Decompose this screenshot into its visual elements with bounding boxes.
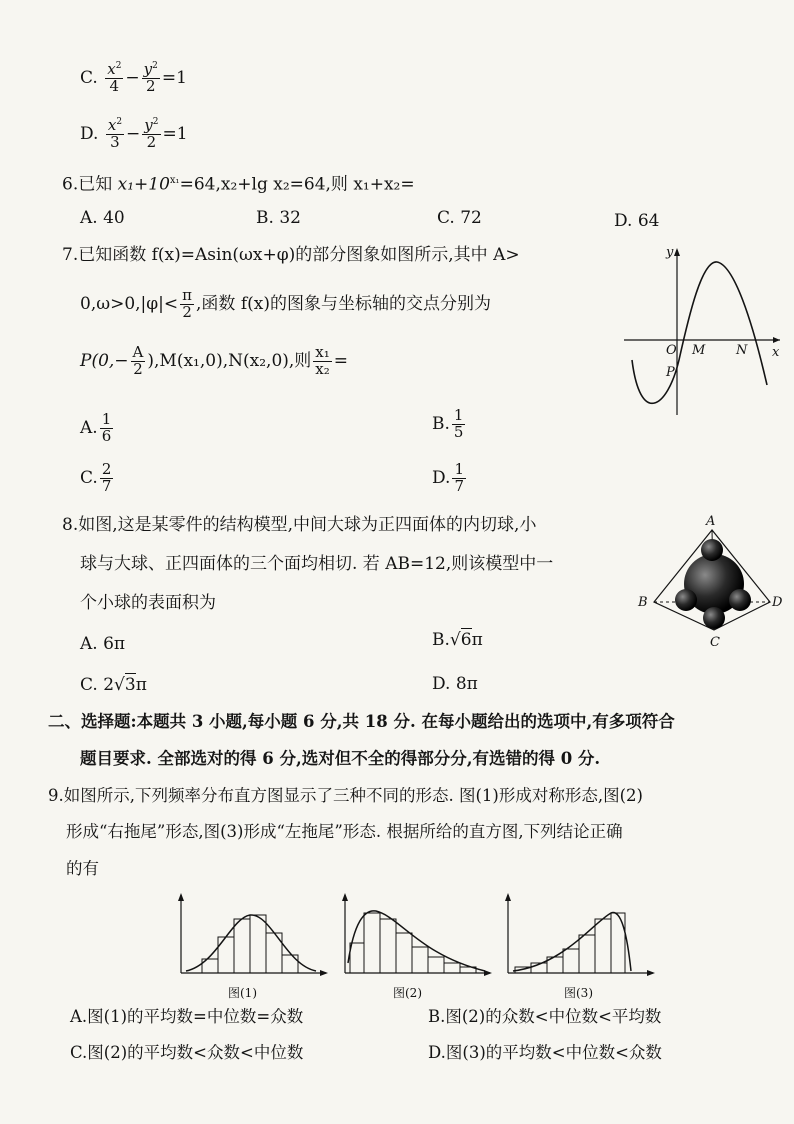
q7-sine-graph bbox=[622, 240, 787, 420]
hist2-bar bbox=[396, 933, 412, 973]
hist1-bar bbox=[250, 915, 266, 973]
small-ball-right bbox=[729, 589, 751, 611]
hist1-bar bbox=[218, 937, 234, 973]
q9-option-b[interactable]: B.图(2)的众数<中位数<平均数 bbox=[428, 1007, 662, 1026]
q8-option-d[interactable]: D. 8π bbox=[432, 674, 478, 694]
q7-option-b[interactable]: B. $\frac{1}{5}$ bbox=[432, 406, 464, 441]
section2-line1: 二、选择题:本题共 3 小题,每小题 6 分,共 18 分. 在每小题给出的选项中,有多项符合 bbox=[48, 712, 675, 731]
q9-option-d[interactable]: D.图(3)的平均数<中位数<众数 bbox=[428, 1043, 662, 1062]
small-ball-left bbox=[675, 589, 697, 611]
q8-option-b[interactable]: B.√6π bbox=[432, 630, 483, 650]
x-axis-arrow bbox=[773, 337, 780, 343]
q9-line2: 形成“右拖尾”形态,图(3)形成“左拖尾”形态. 根据所给的直方图,下列结论正确 bbox=[66, 822, 623, 841]
q9-line3: 的有 bbox=[66, 859, 99, 878]
fraction: $\frac{x^2}{4}$ bbox=[107, 60, 122, 95]
q6-stem: 6.已知 $x_1+10^{x_1}=64,x_2+\lg$ x₂=64,则 x₁+x₂= bbox=[62, 174, 415, 195]
label-n: N bbox=[736, 343, 748, 358]
label-p: P bbox=[666, 365, 675, 380]
section2-line2: 题目要求. 全部选对的得 6 分,选对但不全的得部分分,有选错的得 0 分. bbox=[80, 749, 601, 768]
label-m: M bbox=[692, 343, 706, 358]
hist1-bar bbox=[234, 919, 250, 973]
q6-option-d[interactable]: D. 64 bbox=[614, 211, 660, 231]
q7-option-d[interactable]: D. $\frac{1}{7}$ bbox=[432, 460, 464, 495]
label-o: O bbox=[666, 343, 677, 358]
q6-option-b[interactable]: B. 32 bbox=[256, 208, 301, 228]
fraction: $\frac{x^2}{3}$ bbox=[107, 116, 123, 151]
q6-option-c[interactable]: C. 72 bbox=[437, 208, 482, 228]
histogram-3 bbox=[503, 893, 655, 975]
vertex-c: C bbox=[710, 635, 720, 650]
hist3-bar bbox=[563, 949, 579, 973]
histogram-2 bbox=[340, 893, 492, 975]
label-y: y bbox=[666, 245, 674, 260]
vertex-b: B bbox=[638, 595, 648, 610]
hist2-bar bbox=[412, 947, 428, 973]
hist2-bar bbox=[428, 957, 444, 973]
q7-option-a[interactable]: A. $\frac{1}{6}$ bbox=[80, 410, 112, 445]
q8-option-c[interactable]: C. 2√3π bbox=[80, 675, 147, 695]
q7-line1: 7.已知函数 f(x)=Asin(ωx+φ)的部分图象如图所示,其中 A> bbox=[62, 245, 520, 265]
hist3-bar bbox=[611, 913, 625, 973]
sine-curve bbox=[632, 262, 767, 403]
q5-option-d[interactable]: D. $\frac{x^2}{3}$ − $\frac{y^2}{2}$ =1 bbox=[80, 116, 188, 151]
caption-2: 图(2) bbox=[393, 986, 422, 1000]
hist1-bar bbox=[282, 955, 298, 973]
vertex-a: A bbox=[706, 514, 716, 529]
small-ball-top bbox=[701, 539, 723, 561]
q5-option-c[interactable]: C. $\frac{x^2}{4}$ − $\frac{y^2}{2}$ =1 bbox=[80, 60, 187, 95]
hist2-bar bbox=[444, 963, 460, 973]
q7-line2: 0,ω>0,|φ|< $\frac{\pi}{2}$ ,函数 f(x)的图象与坐标轴的交点分别为 bbox=[80, 286, 491, 321]
caption-1: 图(1) bbox=[228, 986, 257, 1000]
q9-option-a[interactable]: A.图(1)的平均数=中位数=众数 bbox=[70, 1007, 304, 1026]
hist3-bar bbox=[579, 935, 595, 973]
hist2-bar bbox=[380, 919, 396, 973]
caption-3: 图(3) bbox=[564, 986, 593, 1000]
hist2-bar bbox=[350, 943, 364, 973]
option-label: C. bbox=[80, 67, 98, 88]
small-ball-bottom bbox=[703, 607, 725, 629]
q6-option-a[interactable]: A. 40 bbox=[80, 208, 125, 228]
hist2-bar bbox=[364, 913, 380, 973]
q8-line1: 8.如图,这是某零件的结构模型,中间大球为正四面体的内切球,小 bbox=[62, 515, 537, 535]
hist3-bar bbox=[595, 919, 611, 973]
fraction: $\frac{y^2}{2}$ bbox=[144, 116, 159, 151]
fraction: $\frac{y^2}{2}$ bbox=[143, 60, 158, 95]
q8-line2: 球与大球、正四面体的三个面均相切. 若 AB=12,则该模型中一 bbox=[80, 554, 554, 574]
q7-option-c[interactable]: C. $\frac{2}{7}$ bbox=[80, 460, 112, 495]
q8-line3: 个小球的表面积为 bbox=[80, 593, 216, 613]
y-axis-arrow bbox=[674, 248, 680, 256]
label-x: x bbox=[772, 345, 780, 360]
q9-option-c[interactable]: C.图(2)的平均数<众数<中位数 bbox=[70, 1043, 304, 1062]
histogram-1 bbox=[176, 893, 328, 975]
option-label: D. bbox=[80, 123, 99, 144]
q8-tetrahedron-figure bbox=[636, 512, 786, 652]
q9-line1: 9.如图所示,下列频率分布直方图显示了三种不同的形态. 图(1)形成对称形态,图(2) bbox=[48, 786, 643, 805]
q8-option-a[interactable]: A. 6π bbox=[80, 634, 126, 654]
q7-line3: P(0,− $\frac{A}{2}$ ),M(x₁,0),N(x₂,0),则 $\frac{\text{x₁}}{\text{x₂}}$ = bbox=[80, 343, 349, 378]
vertex-d: D bbox=[772, 595, 783, 610]
